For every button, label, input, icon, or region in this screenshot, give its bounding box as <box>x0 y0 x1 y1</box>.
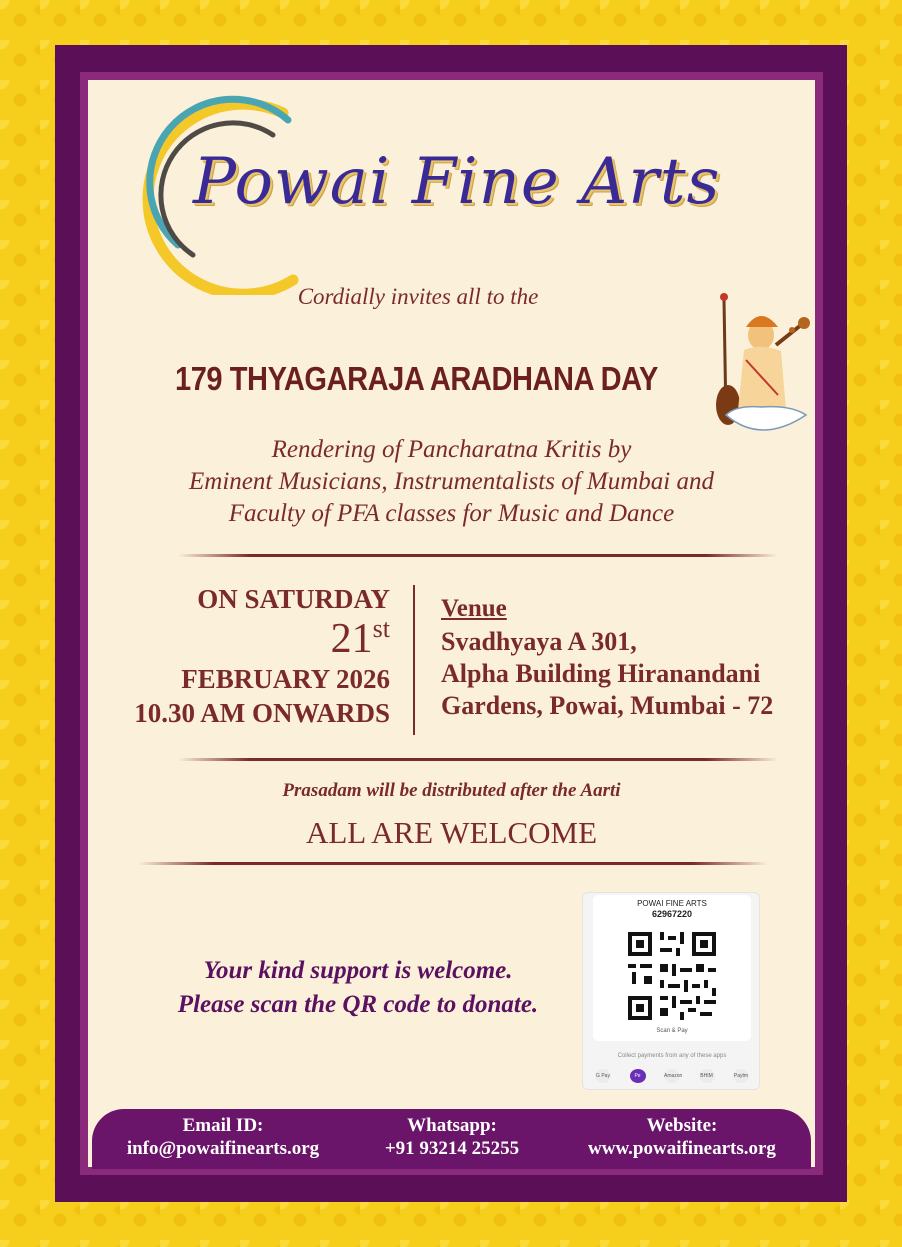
qr-panel <box>593 895 751 1041</box>
whatsapp-label: Whatsapp: <box>407 1115 497 1136</box>
email-label: Email ID: <box>182 1115 264 1136</box>
qr-merchant-id: 62967220 <box>651 909 693 919</box>
divider-bottom <box>138 862 768 865</box>
website-link[interactable]: www.powaifinearts.org <box>588 1138 776 1159</box>
date-number: 21 <box>330 616 373 662</box>
amazonpay-icon: Amazon <box>664 1069 680 1083</box>
divider-middle <box>178 758 778 761</box>
qr-payment-card <box>582 892 760 1090</box>
contact-footer <box>92 1109 811 1169</box>
qr-collect-note: Collect payments from any of these apps <box>617 1053 727 1059</box>
brand-logo-text: Powai Fine Arts <box>193 145 721 219</box>
qr-scan-pay-label: Scan & Pay <box>656 1028 688 1034</box>
welcome-heading: ALL ARE WELCOME <box>305 815 598 850</box>
divider-top <box>178 554 778 557</box>
donation-appeal <box>88 954 628 1022</box>
date-suffix: st <box>372 614 390 643</box>
footer-email <box>108 1115 338 1161</box>
event-schedule <box>134 582 390 730</box>
venue-line-3: Gardens, Powai, Mumbai - 72 <box>441 691 774 720</box>
venue-line-2: Alpha Building Hiranandani <box>441 659 761 688</box>
venue-line-1: Svadhyaya A 301, <box>441 627 637 656</box>
bhim-icon: BHIM <box>699 1069 715 1083</box>
venue-block <box>441 592 773 722</box>
rendering-line-3: Faculty of PFA classes for Music and Dance <box>228 500 675 527</box>
footer-whatsapp <box>362 1115 542 1161</box>
email-link[interactable]: info@powaifinearts.org <box>126 1138 320 1159</box>
venue-label: Venue <box>441 595 507 622</box>
qr-brand-name: POWAI FINE ARTS <box>637 899 707 908</box>
phonepe-icon: Pe <box>630 1069 646 1083</box>
invitation-card <box>88 80 815 1167</box>
gpay-icon: G Pay <box>595 1069 611 1083</box>
event-date-number <box>134 616 390 662</box>
rendering-description <box>88 434 815 530</box>
qr-code-icon[interactable] <box>624 928 720 1024</box>
whatsapp-number[interactable]: +91 93214 25255 <box>384 1138 520 1159</box>
payment-apps-row <box>595 1069 749 1083</box>
rendering-line-1: Rendering of Pancharatna Kritis by <box>271 436 632 463</box>
support-line-2: Please scan the QR code to donate. <box>177 991 539 1018</box>
invite-line: Cordially invites all to the <box>297 284 539 309</box>
event-title: 179 THYAGARAJA ARADHANA DAY <box>175 360 658 397</box>
event-day: ON SATURDAY <box>197 584 390 614</box>
event-month-year: FEBRUARY 2026 <box>181 664 390 694</box>
support-line-1: Your kind support is welcome. <box>203 957 513 984</box>
saint-with-veena-illustration <box>706 285 815 455</box>
prasadam-note: Prasadam will be distributed after the Aarti <box>282 780 621 801</box>
paytm-icon: Paytm <box>733 1069 749 1083</box>
event-time: 10.30 AM ONWARDS <box>134 698 390 728</box>
website-label: Website: <box>646 1115 718 1136</box>
schedule-venue-divider <box>413 585 415 735</box>
footer-website <box>564 1115 800 1161</box>
rendering-line-2: Eminent Musicians, Instrumentalists of Mumbai and <box>189 468 714 495</box>
